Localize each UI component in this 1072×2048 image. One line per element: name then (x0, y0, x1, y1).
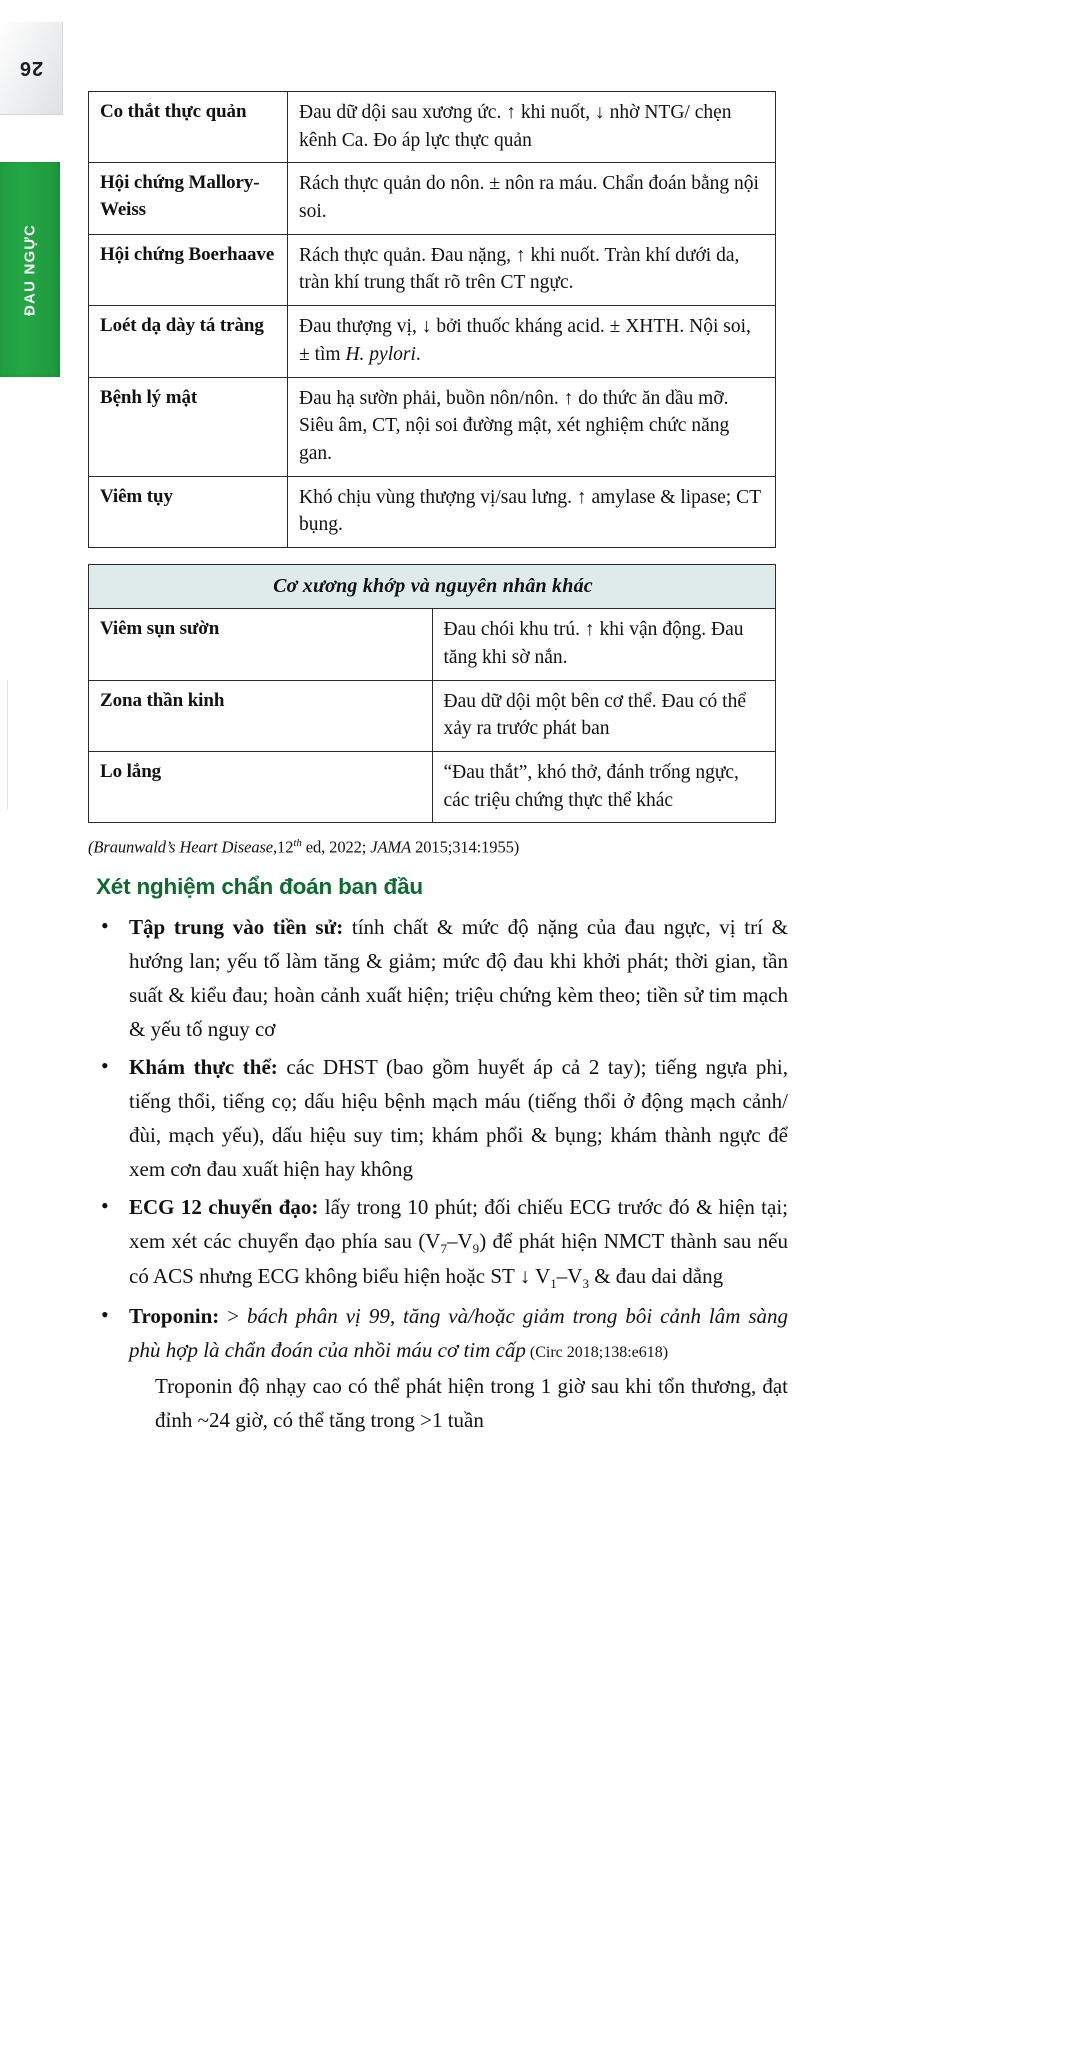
list-item (96, 1190, 788, 1295)
bullet-lead-label: Khám thực thể: (129, 1055, 278, 1080)
cause-cell: Bệnh lý mật (89, 377, 288, 476)
lead-subscript: 3 (582, 1276, 589, 1292)
description-cell: Khó chịu vùng thượng vị/sau lưng. ↑ amylase & lipase; CT bụng. (288, 476, 776, 547)
cause-cell: Lo lắng (89, 752, 433, 823)
cause-cell: Zona thần kinh (89, 680, 433, 751)
description-cell: Đau dữ dội một bên cơ thể. Đau có thể xảy ra trước phát ban (432, 680, 776, 751)
cause-cell: Viêm tụy (89, 476, 288, 547)
list-item (96, 1299, 788, 1437)
body-fragment: –V (556, 1264, 583, 1289)
initial-workup-list (88, 910, 788, 1437)
description-cell: Đau hạ sườn phải, buồn nôn/nôn. ↑ do thức ăn dầu mỡ. Siêu âm, CT, nội soi đường mật, xét nghiệm chức năng gan. (288, 377, 776, 476)
table-row (89, 680, 776, 751)
citation-edition-number: 12 (277, 837, 294, 857)
cause-cell: Hội chứng Boerhaave (89, 234, 288, 305)
cause-cell: Loét dạ dày tá tràng (89, 306, 288, 377)
bullet-lead-label: ECG 12 chuyển đạo: (129, 1195, 319, 1220)
description-cell: Đau chói khu trú. ↑ khi vận động. Đau tăng khi sờ nắn. (432, 609, 776, 680)
cause-cell: Hội chứng Mallory-Weiss (89, 163, 288, 234)
page-edge-mark (0, 680, 8, 810)
lead-subscript: 1 (550, 1276, 557, 1292)
musculoskeletal-causes-table (88, 564, 776, 824)
bullet-lead-label: Tập trung vào tiền sử: (129, 914, 344, 939)
table-row (89, 752, 776, 823)
lead-subscript: 9 (472, 1241, 480, 1257)
bullet-body-plain: > (219, 1303, 248, 1328)
table-row (89, 306, 776, 377)
body-fragment: lấy trong 10 phút; đối chiếu ECG trước đó & hiện tại; xem xét các chuyển đạo phía sau (V (129, 1195, 788, 1254)
musculoskeletal-causes-table-body (89, 564, 776, 823)
table-row (89, 234, 776, 305)
description-cell: Rách thực quản. Đau nặng, ↑ khi nuốt. Tràn khí dưới da, tràn khí trung thất rõ trên CT ngực. (288, 234, 776, 305)
citation-journal: JAMA (370, 837, 412, 857)
description-cell (288, 306, 776, 377)
citation-journal-reference: 2015;314:1955) (411, 837, 520, 857)
bullet-body-text: các DHST (bao gồm huyết áp cả 2 tay); tiếng ngựa phi, tiếng thổi, tiếng cọ; dấu hiệu bệnh mạch máu (tiếng thổi ở động mạch cảnh/đùi, mạch yếu), dấu hiệu suy tim; khám phổi & bụng; khám thành ngực để xem cơn đau xuất hiện hay không (129, 1055, 788, 1182)
bullet-lead-label: Troponin: (129, 1303, 220, 1328)
bullet-body-italic: bách phân vị 99, tăng và/hoặc giảm trong bôi cảnh lâm sàng phù hợp là chẩn đoán của nhồi máu cơ tim cấp (129, 1303, 789, 1362)
desc-text-italic: H. pylori (345, 343, 416, 365)
page-number: 26 (18, 57, 44, 80)
citation-edition-suffix: th (293, 837, 302, 850)
desc-text-post: . (415, 343, 421, 365)
table-row (89, 92, 776, 163)
cause-cell: Co thắt thực quản (89, 92, 288, 163)
gi-causes-table-body (89, 92, 776, 548)
desc-text-pre: Đau thượng vị, ↓ bởi thuốc kháng acid. ± XHTH. Nội soi, ± tìm (299, 316, 751, 365)
page-content (88, 0, 788, 1441)
description-cell: Rách thực quản do nôn. ± nôn ra máu. Chẩn đoán bằng nội soi. (288, 163, 776, 234)
gi-causes-table (88, 91, 776, 548)
bullet-reference: (Circ 2018;138:e618) (525, 1343, 669, 1361)
table-section-header: Cơ xương khớp và nguyên nhân khác (89, 564, 776, 608)
table-section-header-row (89, 564, 776, 608)
body-fragment: ) để phát hiện NMCT thành sau nếu có ACS nhưng ECG không biểu hiện hoặc ST ↓ V (129, 1229, 789, 1289)
citation-source: Braunwald’s Heart Disease, (93, 837, 278, 857)
description-cell: Đau dữ dội sau xương ức. ↑ khi nuốt, ↓ nhờ NTG/ chẹn kênh Ca. Đo áp lực thực quản (288, 92, 776, 163)
source-citation (88, 837, 788, 858)
chapter-side-tab-label: ĐAU NGỰC (21, 223, 39, 316)
table-row (89, 163, 776, 234)
description-cell: “Đau thắt”, khó thở, đánh trống ngực, các triệu chứng thực thể khác (432, 752, 776, 823)
citation-edition-rest: ed, 2022; (301, 837, 371, 857)
bullet-body-text: tính chất & mức độ nặng của đau ngực, vị trí & hướng lan; yếu tố làm tăng & giảm; mức độ đau khi khởi phát; thời gian, tần suất & kiểu đau; hoàn cảnh xuất hiện; triệu chứng kèm theo; tiền sử tim mạch & yếu tố nguy cơ (129, 914, 788, 1041)
body-fragment: –V (447, 1229, 473, 1254)
table-row (89, 377, 776, 476)
section-heading: Xét nghiệm chẩn đoán ban đầu (96, 873, 423, 899)
citation-open-paren: ( (88, 837, 94, 857)
table-row (89, 476, 776, 547)
body-fragment: & đau dai dẳng (588, 1264, 724, 1289)
bullet-subnote: Troponin độ nhạy cao có thể phát hiện trong 1 giờ sau khi tổn thương, đạt đỉnh ~24 giờ, có thể tăng trong >1 tuần (155, 1373, 788, 1432)
table-row (89, 609, 776, 680)
list-item (96, 1050, 788, 1186)
list-item (96, 910, 788, 1046)
cause-cell: Viêm sụn sườn (89, 609, 433, 680)
lead-subscript: 7 (440, 1241, 447, 1257)
